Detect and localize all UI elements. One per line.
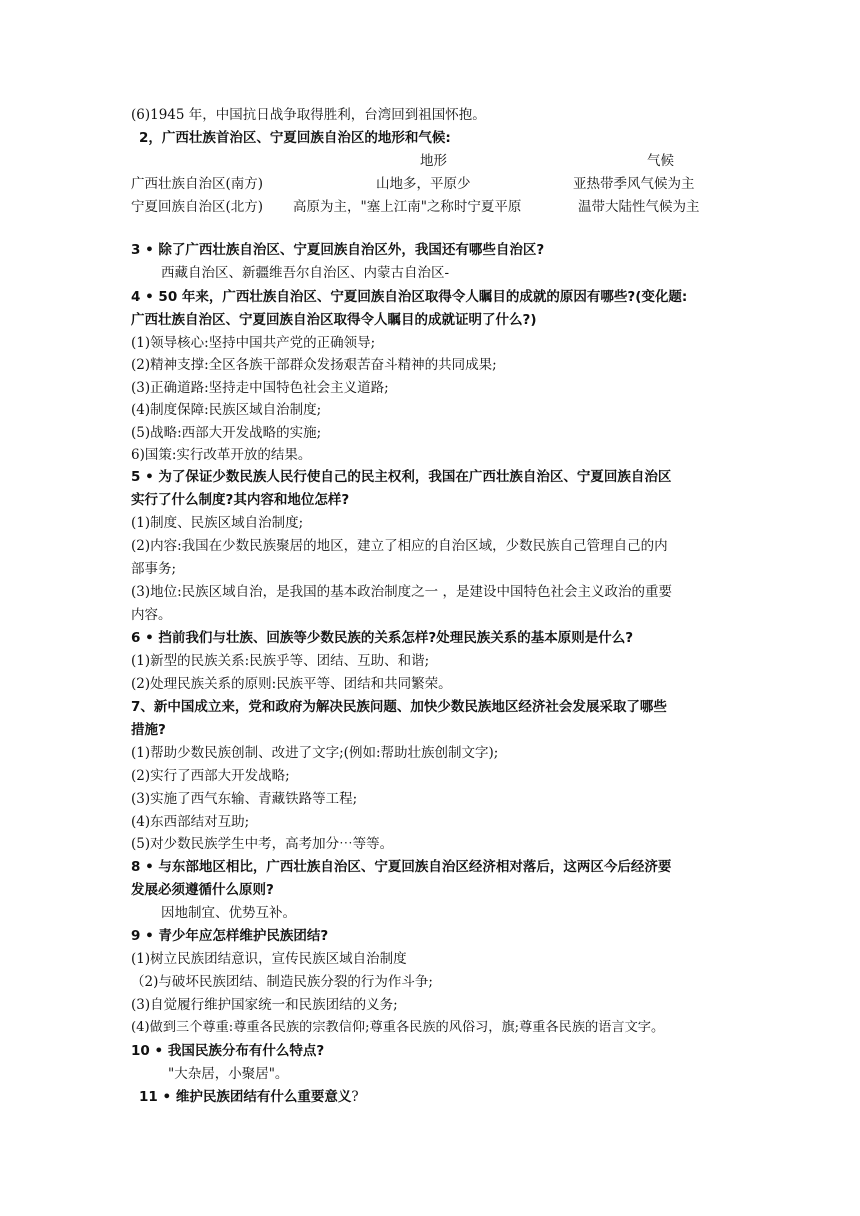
question-heading-8: 8 • 与东部地区相比，广西壮族自治区、宁夏回族自治区经济相对落后，这两区今后经济要 xyxy=(131,859,672,875)
question-heading-4: 4 • 50 年来，广西壮族自治区、宁夏回族自治区取得令人瞩目的成就的原因有哪些?(变化题: xyxy=(131,289,688,305)
question-heading-11-text: 11 • 维护民族团结有什么重要意义 xyxy=(139,1089,352,1105)
table-header-climate: 气候 xyxy=(647,153,674,169)
answer-line: (5)对少数民族学生中考，高考加分⋯等等。 xyxy=(131,836,394,852)
question-heading-8-cont: 发展必须遵循什么原则? xyxy=(131,882,274,898)
question-heading-11 xyxy=(139,1087,359,1107)
question-heading-5-cont: 实行了什么制度?其内容和地位怎样? xyxy=(131,492,350,508)
answer-line: (4)东西部结对互助; xyxy=(131,814,250,830)
question-heading-5: 5 • 为了保证少数民族人民行使自己的民主权利，我国在广西壮族自治区、宁夏回族自治区 xyxy=(131,469,672,485)
table-header-terrain: 地形 xyxy=(420,153,447,169)
answer-line: (2)处理民族关系的原则:民族平等、团结和共同繁荣。 xyxy=(131,676,452,692)
answer-line: (3)地位:民族区域自治，是我国的基本政治制度之一 ，是建设中国特色社会主义政治的重要 xyxy=(131,584,672,600)
question-heading-10: 10 • 我国民族分布有什么特点? xyxy=(131,1043,325,1059)
question-heading-7: 7、新中国成立来，党和政府为解决民族问题、加快少数民族地区经济社会发展采取了哪些 xyxy=(131,699,667,715)
question-heading-7-cont: 措施? xyxy=(131,722,166,738)
answer-line: (4)做到三个尊重:尊重各民族的宗教信仰;尊重各民族的风俗习，旗;尊重各民族的语言文字。 xyxy=(131,1020,665,1035)
answer-line: (3)自觉履行维护国家统一和民族团结的义务; xyxy=(131,997,398,1013)
answer-line: 内容。 xyxy=(131,607,172,623)
answer-line: (5)战略:西部大开发战略的实施; xyxy=(131,425,322,441)
answer-line: 6)国策:实行改革开放的结果。 xyxy=(131,447,312,463)
answer-line: (1)树立民族团结意识，宣传民族区域自治制度 xyxy=(131,951,407,967)
question-heading-6: 6 • 挡前我们与壮族、回族等少数民族的关系怎样?处理民族关系的基本原则是什么? xyxy=(131,630,634,646)
question-heading-3: 3 • 除了广西壮族自治区、宁夏回族自治区外，我国还有哪些自治区? xyxy=(131,242,545,258)
question-heading-2: 2，广西壮族首治区、宁夏回族自治区的地形和气候: xyxy=(139,130,451,146)
question-heading-4-cont: 广西壮族自治区、宁夏回族自治区取得令人瞩目的成就证明了什么?) xyxy=(131,312,537,328)
answer-line: (1)帮助少数民族创制、改进了文字;(例如:帮助壮族创制文字); xyxy=(131,745,499,761)
answer-line: "大杂居，小聚居"。 xyxy=(168,1066,289,1082)
answer-line: 部事务; xyxy=(131,561,177,577)
table-cell: 温带大陆性气候为主 xyxy=(578,199,700,215)
question-mark: ? xyxy=(351,1089,359,1105)
answer-line: 西藏自治区、新疆维吾尔自治区、内蒙古自治区- xyxy=(161,265,450,281)
answer-line: (1)领导核心:坚持中国共产党的正确领导; xyxy=(131,335,376,351)
table-cell: 亚热带季风气候为主 xyxy=(573,176,695,192)
table-cell: 山地多，平原少 xyxy=(376,176,471,192)
answer-line: (3)实施了西气东输、青藏铁路等工程; xyxy=(131,791,358,807)
table-cell: 宁夏回族自治区(北方) xyxy=(131,199,264,215)
answer-line: （2)与破坏民族团结、制造民族分裂的行为作斗争; xyxy=(131,974,433,990)
answer-line: (2)实行了西部大开发战略; xyxy=(131,768,290,784)
text-line: (6)1945 年，中国抗日战争取得胜利，台湾回到祖国怀抱。 xyxy=(131,107,486,123)
answer-line: (4)制度保障:民族区域自治制度; xyxy=(131,402,322,418)
answer-line: (1)新型的民族关系:民族乎等、团结、互助、和谐; xyxy=(131,653,430,669)
question-heading-9: 9 • 青少年应怎样维护民族团结? xyxy=(131,928,329,944)
table-cell: 广西壮族自治区(南方) xyxy=(131,176,264,192)
answer-line: (1)制度、民族区域自治制度; xyxy=(131,515,304,531)
answer-line: (3)正确道路:坚持走中国特色社会主义道路; xyxy=(131,380,389,396)
answer-line: (2)内容:我国在少数民族聚居的地区，建立了相应的自治区域，少数民族自己管理自己的内 xyxy=(131,538,668,554)
answer-line: (2)精神支撑:全区各族干部群众发扬艰苦奋斗精神的共同成果; xyxy=(131,357,497,373)
answer-line: 因地制宜、优势互补。 xyxy=(161,905,296,921)
table-cell: 高原为主，"塞上江南"之称时宁夏平原 xyxy=(293,199,522,215)
